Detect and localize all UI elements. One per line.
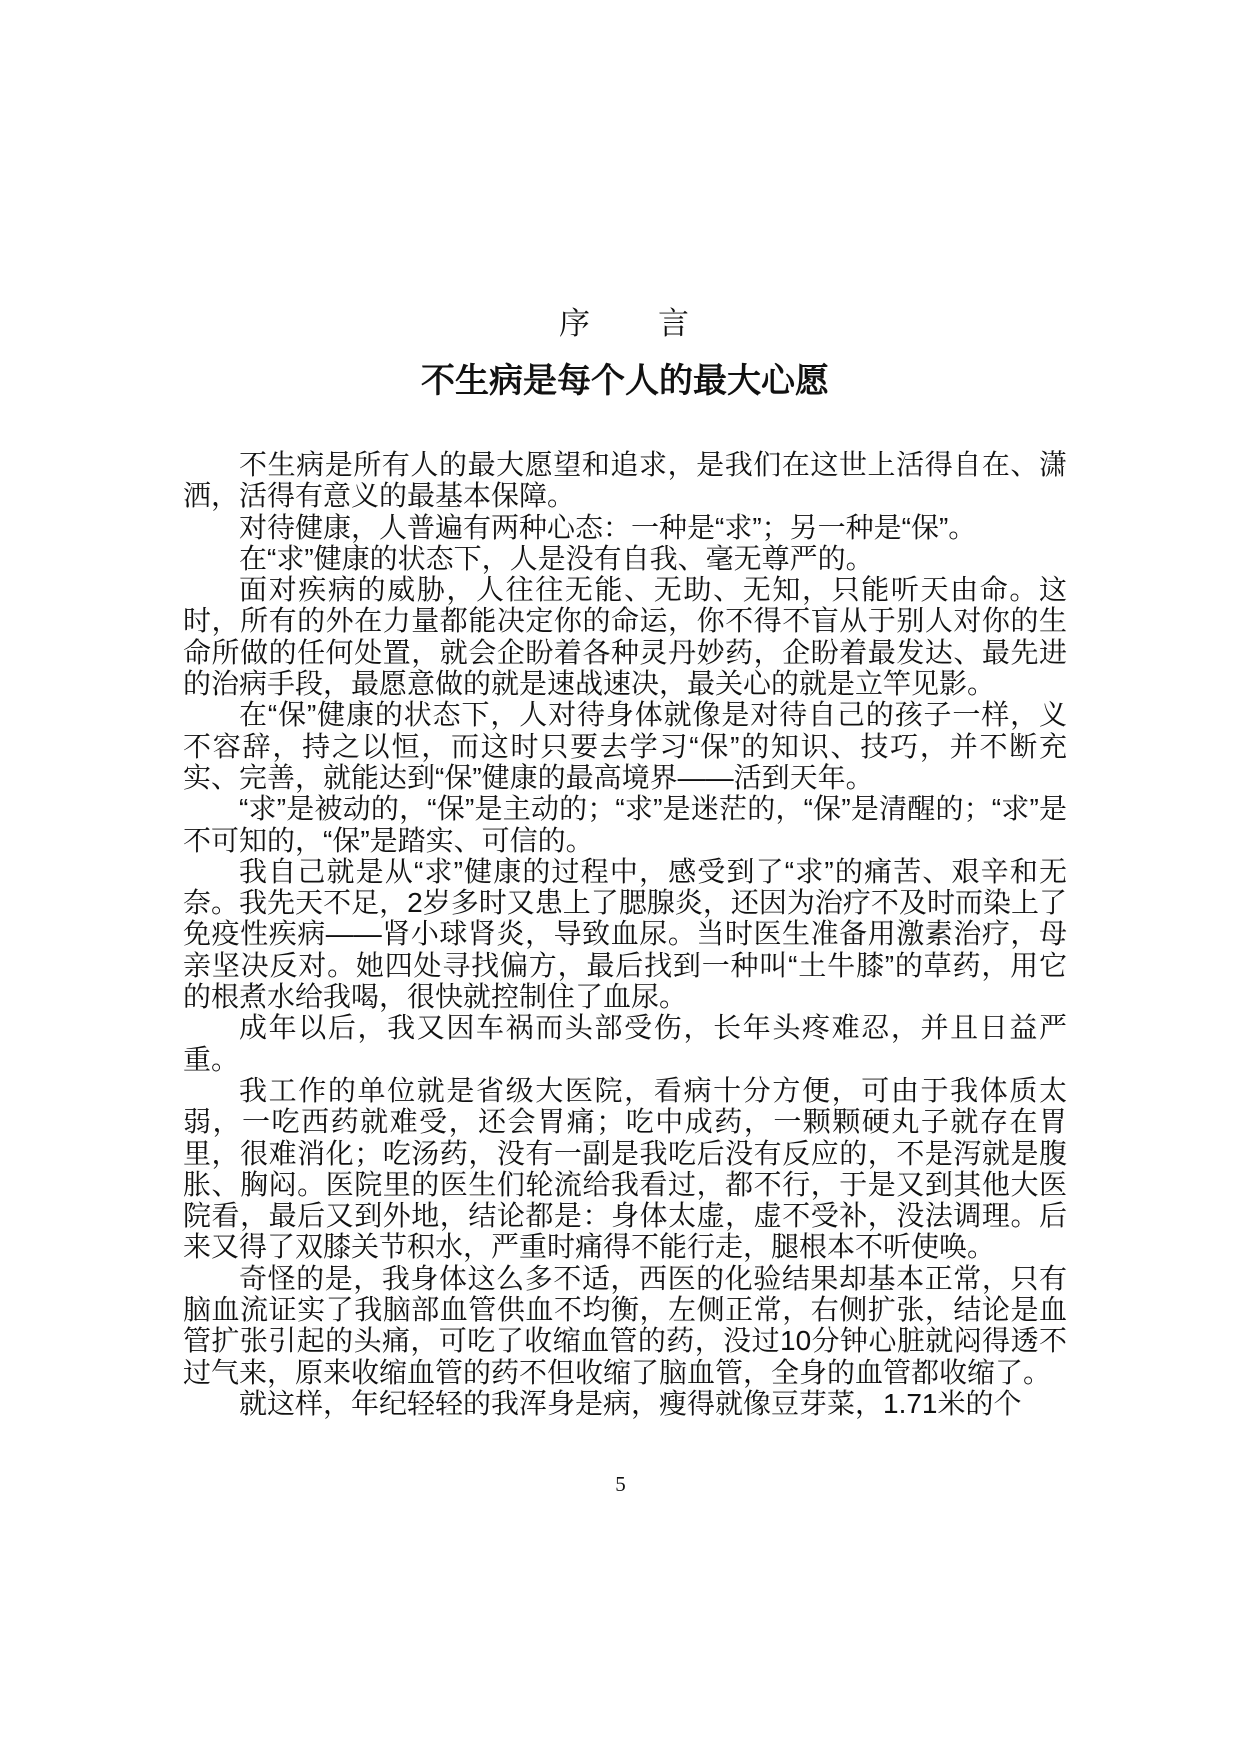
body-paragraph: 不生病是所有人的最大愿望和追求，是我们在这世上活得自在、潇洒，活得有意义的最基本保障。 — [183, 449, 1067, 512]
body-paragraph: 奇怪的是，我身体这么多不适，西医的化验结果却基本正常，只有脑血流证实了我脑部血管供血不均衡，左侧正常，右侧扩张，结论是血管扩张引起的头痛，可吃了收缩血管的药，没过10分钟心脏就闷得透不过气来，原来收缩血管的药不但收缩了脑血管，全身的血管都收缩了。 — [183, 1262, 1067, 1388]
preface-title: 不生病是每个人的最大心愿 — [421, 362, 829, 400]
body-paragraph: 对待健康，人普遍有两种心态：一种是“求”；另一种是“保”。 — [239, 511, 977, 543]
page-content — [183, 298, 1067, 1419]
preface-section-label: 序 言 — [559, 306, 691, 341]
body-paragraph: 我自己就是从“求”健康的过程中，感受到了“求”的痛苦、艰辛和无奈。我先天不足，2岁多时又患上了腮腺炎，还因为治疗不及时而染上了免疫性疾病——肾小球肾炎，导致血尿。当时医生准备用激素治疗，母亲坚决反对。她四处寻找偏方，最后找到一种叫“土牛膝”的草药，用它的根煮水给我喝，很快就控制住了血尿。 — [183, 855, 1067, 1013]
body-paragraph: 成年以后，我又因车祸而头部受伤，长年头疼难忍，并且日益严重。 — [183, 1012, 1067, 1075]
body-paragraph: 在“求”健康的状态下，人是没有自我、毫无尊严的。 — [239, 542, 874, 574]
body-paragraph: 面对疾病的威胁，人往往无能、无助、无知，只能听天由命。这时，所有的外在力量都能决定你的命运，你不得不盲从于别人对你的生命所做的任何处置，就会企盼着各种灵丹妙药，企盼着最发达、最先进的治病手段，最愿意做的就是速战速决，最关心的就是立竿见影。 — [183, 574, 1067, 700]
body-paragraph: 就这样，年纪轻轻的我浑身是病，瘦得就像豆芽菜，1.71米的个 — [239, 1387, 1022, 1419]
preface-body — [183, 449, 1067, 1419]
body-paragraph: 我工作的单位就是省级大医院，看病十分方便，可由于我体质太弱，一吃西药就难受，还会胃痛；吃中成药，一颗颗硬丸子就存在胃里，很难消化；吃汤药，没有一副是我吃后没有反应的，不是泻就是腹胀、胸闷。医院里的医生们轮流给我看过，都不行，于是又到其他大医院看，最后又到外地，结论都是：身体太虚，虚不受补，没法调理。后来又得了双膝关节积水，严重时痛得不能行走，腿根本不听使唤。 — [183, 1074, 1067, 1263]
body-paragraph: “求”是被动的，“保”是主动的；“求”是迷茫的，“保”是清醒的；“求”是不可知的，“保”是踏实、可信的。 — [183, 793, 1067, 856]
body-paragraph: 在“保”健康的状态下，人对待身体就像是对待自己的孩子一样，义不容辞，持之以恒，而这时只要去学习“保”的知识、技巧，并不断充实、完善，就能达到“保”健康的最高境界——活到天年。 — [183, 699, 1067, 793]
page-number: 5 — [615, 1472, 626, 1496]
